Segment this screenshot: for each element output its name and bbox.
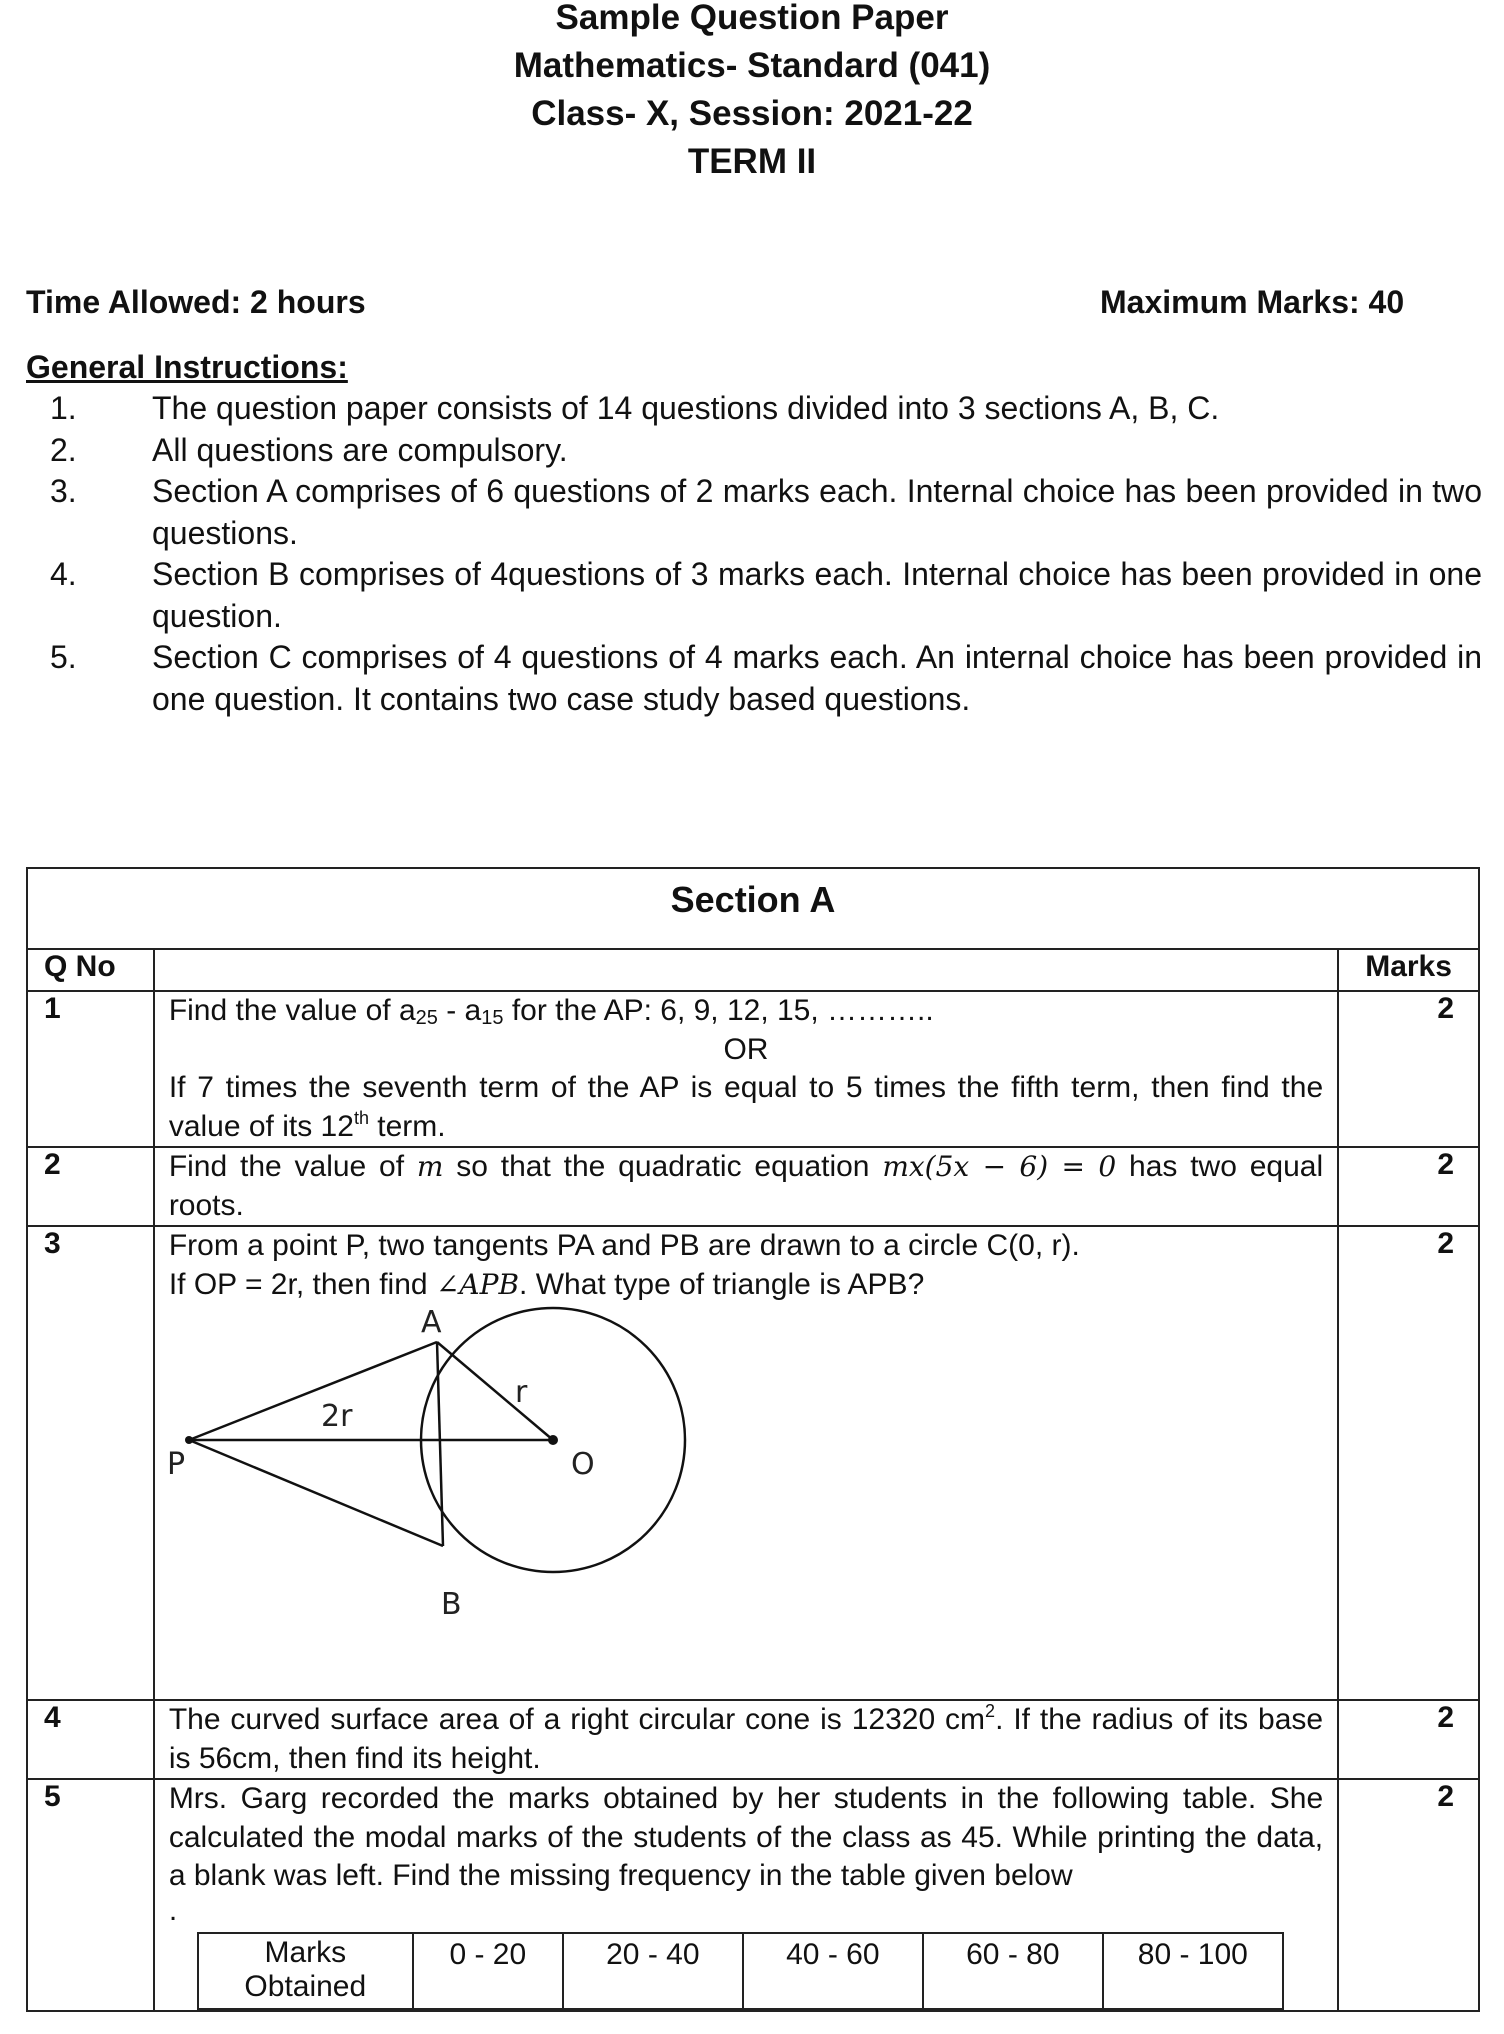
- question-marks: 2: [1338, 1226, 1479, 1700]
- question-marks: 2: [1338, 1779, 1479, 2011]
- q3-line-2b: . What type of triangle is APB?: [519, 1267, 925, 1301]
- q4-text-1: The curved surface area of a right circular cone is 12320 cm: [168, 1703, 986, 1736]
- question-text: [154, 991, 1338, 1147]
- q1-text-b-post: term.: [368, 1109, 446, 1143]
- instructions-list: [26, 388, 1482, 720]
- question-number: 4: [27, 1700, 154, 1779]
- instruction-text: Section B comprises of 4questions of 3 marks each. Internal choice has been provided in one question.: [152, 556, 1482, 634]
- freq-col: 0 - 20: [413, 1933, 563, 2009]
- question-number: 1: [27, 991, 154, 1147]
- q2-text-3: has two equal roots.: [168, 1150, 1324, 1222]
- question-row: [27, 1226, 1479, 1700]
- question-row: [27, 991, 1479, 1147]
- instruction-item: [26, 637, 1482, 720]
- q1-sub-15: 15: [481, 1007, 504, 1029]
- instruction-number: 4.: [50, 556, 77, 592]
- freq-head: Marks Obtained: [198, 1933, 413, 2009]
- instruction-number: 3.: [50, 473, 77, 509]
- question-row: [27, 1700, 1479, 1779]
- q2-variable: m: [416, 1150, 444, 1183]
- q4-sup: 2: [985, 1701, 996, 1721]
- freq-col: 80 - 100: [1103, 1933, 1283, 2009]
- instruction-text: Section A comprises of 6 questions of 2 marks each. Internal choice has been provided in two questions.: [152, 473, 1482, 551]
- instruction-item: [26, 471, 1482, 554]
- frequency-table: [197, 1932, 1284, 2010]
- q1-text-mid: - a: [437, 994, 482, 1027]
- q2-text-2: so that the quadratic equation: [443, 1150, 883, 1183]
- label-p: P: [166, 1447, 185, 1482]
- question-text: [154, 1700, 1338, 1779]
- point-o: [548, 1435, 558, 1445]
- q1-sub-25: 25: [415, 1007, 438, 1029]
- header-question: [154, 949, 1338, 991]
- label-o: O: [570, 1447, 595, 1482]
- instruction-item: [26, 430, 1482, 472]
- instruction-text: All questions are compulsory.: [152, 431, 568, 468]
- q3-line-2a: If OP = 2r, then find: [168, 1267, 436, 1301]
- q3-line-1: From a point P, two tangents PA and PB are drawn to a circle C(0, r).: [168, 1229, 1080, 1262]
- or-label: OR: [723, 1032, 769, 1066]
- question-text: [154, 1779, 1338, 2011]
- question-marks: 2: [1338, 1700, 1479, 1779]
- question-row: [27, 1779, 1479, 2011]
- q1-sup-th: th: [353, 1107, 369, 1128]
- paper-title: Sample Question Paper: [555, 0, 949, 37]
- paper-term: TERM II: [687, 142, 817, 181]
- instruction-number: 1.: [50, 390, 77, 426]
- question-marks: 2: [1338, 991, 1479, 1147]
- question-number: 3: [27, 1226, 154, 1700]
- header-marks: Marks: [1338, 949, 1479, 991]
- question-number: 2: [27, 1147, 154, 1226]
- freq-col: 20 - 40: [563, 1933, 743, 2009]
- label-b: B: [440, 1587, 462, 1622]
- paper-subject: Mathematics- Standard (041): [513, 46, 991, 85]
- instructions-heading: General Instructions:: [26, 349, 348, 385]
- label-2r: 2r: [320, 1399, 353, 1434]
- time-allowed: Time Allowed: 2 hours: [26, 284, 366, 320]
- instruction-item: [26, 554, 1482, 637]
- q2-text-1: Find the value of: [168, 1150, 417, 1183]
- q3-angle: ∠APB: [435, 1267, 520, 1301]
- question-text: [154, 1147, 1338, 1226]
- question-number: 5: [27, 1779, 154, 2011]
- instruction-number: 2.: [50, 431, 77, 468]
- point-p: [185, 1436, 193, 1444]
- question-text: [154, 1226, 1338, 1700]
- q1-text-post: for the AP: 6, 9, 12, 15, ………..: [503, 994, 934, 1027]
- q1-text-a: Find the value of a: [168, 994, 416, 1027]
- section-a-table: [26, 867, 1480, 2012]
- header-qno: Q No: [27, 949, 154, 991]
- freq-col: 60 - 80: [923, 1933, 1103, 2009]
- paper-class: Class- X, Session: 2021-22: [531, 94, 973, 133]
- q5-dot: .: [168, 1893, 178, 1927]
- freq-col: 40 - 60: [743, 1933, 923, 2009]
- q5-text: Mrs. Garg recorded the marks obtained by her students in the following table. She calculated the modal marks of the students of the class as 45. While printing the data, a blank was left. Find the missing frequency in the table given below: [168, 1782, 1324, 1892]
- question-row: [27, 1147, 1479, 1226]
- question-marks: 2: [1338, 1147, 1479, 1226]
- maximum-marks: Maximum Marks: 40: [1100, 284, 1405, 320]
- q1-text-b: If 7 times the seventh term of the AP is equal to 5 times the fifth term, then find the value of its 12: [168, 1071, 1324, 1143]
- label-a: A: [420, 1305, 442, 1340]
- instruction-text: Section C comprises of 4 questions of 4 marks each. An internal choice has been provided in one question. It contains two case study based questions.: [152, 639, 1482, 717]
- instruction-item: [26, 388, 1482, 430]
- section-title: Section A: [27, 868, 1479, 949]
- q4-text-2: . If the radius of its base is 56cm, then find its height.: [168, 1703, 1324, 1775]
- q2-equation: mx(5x − 6) = 0: [882, 1150, 1117, 1183]
- instruction-number: 5.: [50, 639, 77, 675]
- instruction-text: The question paper consists of 14 questions divided into 3 sections A, B, C.: [152, 390, 1220, 426]
- tangent-figure: [166, 1304, 709, 1650]
- label-r: r: [514, 1375, 528, 1410]
